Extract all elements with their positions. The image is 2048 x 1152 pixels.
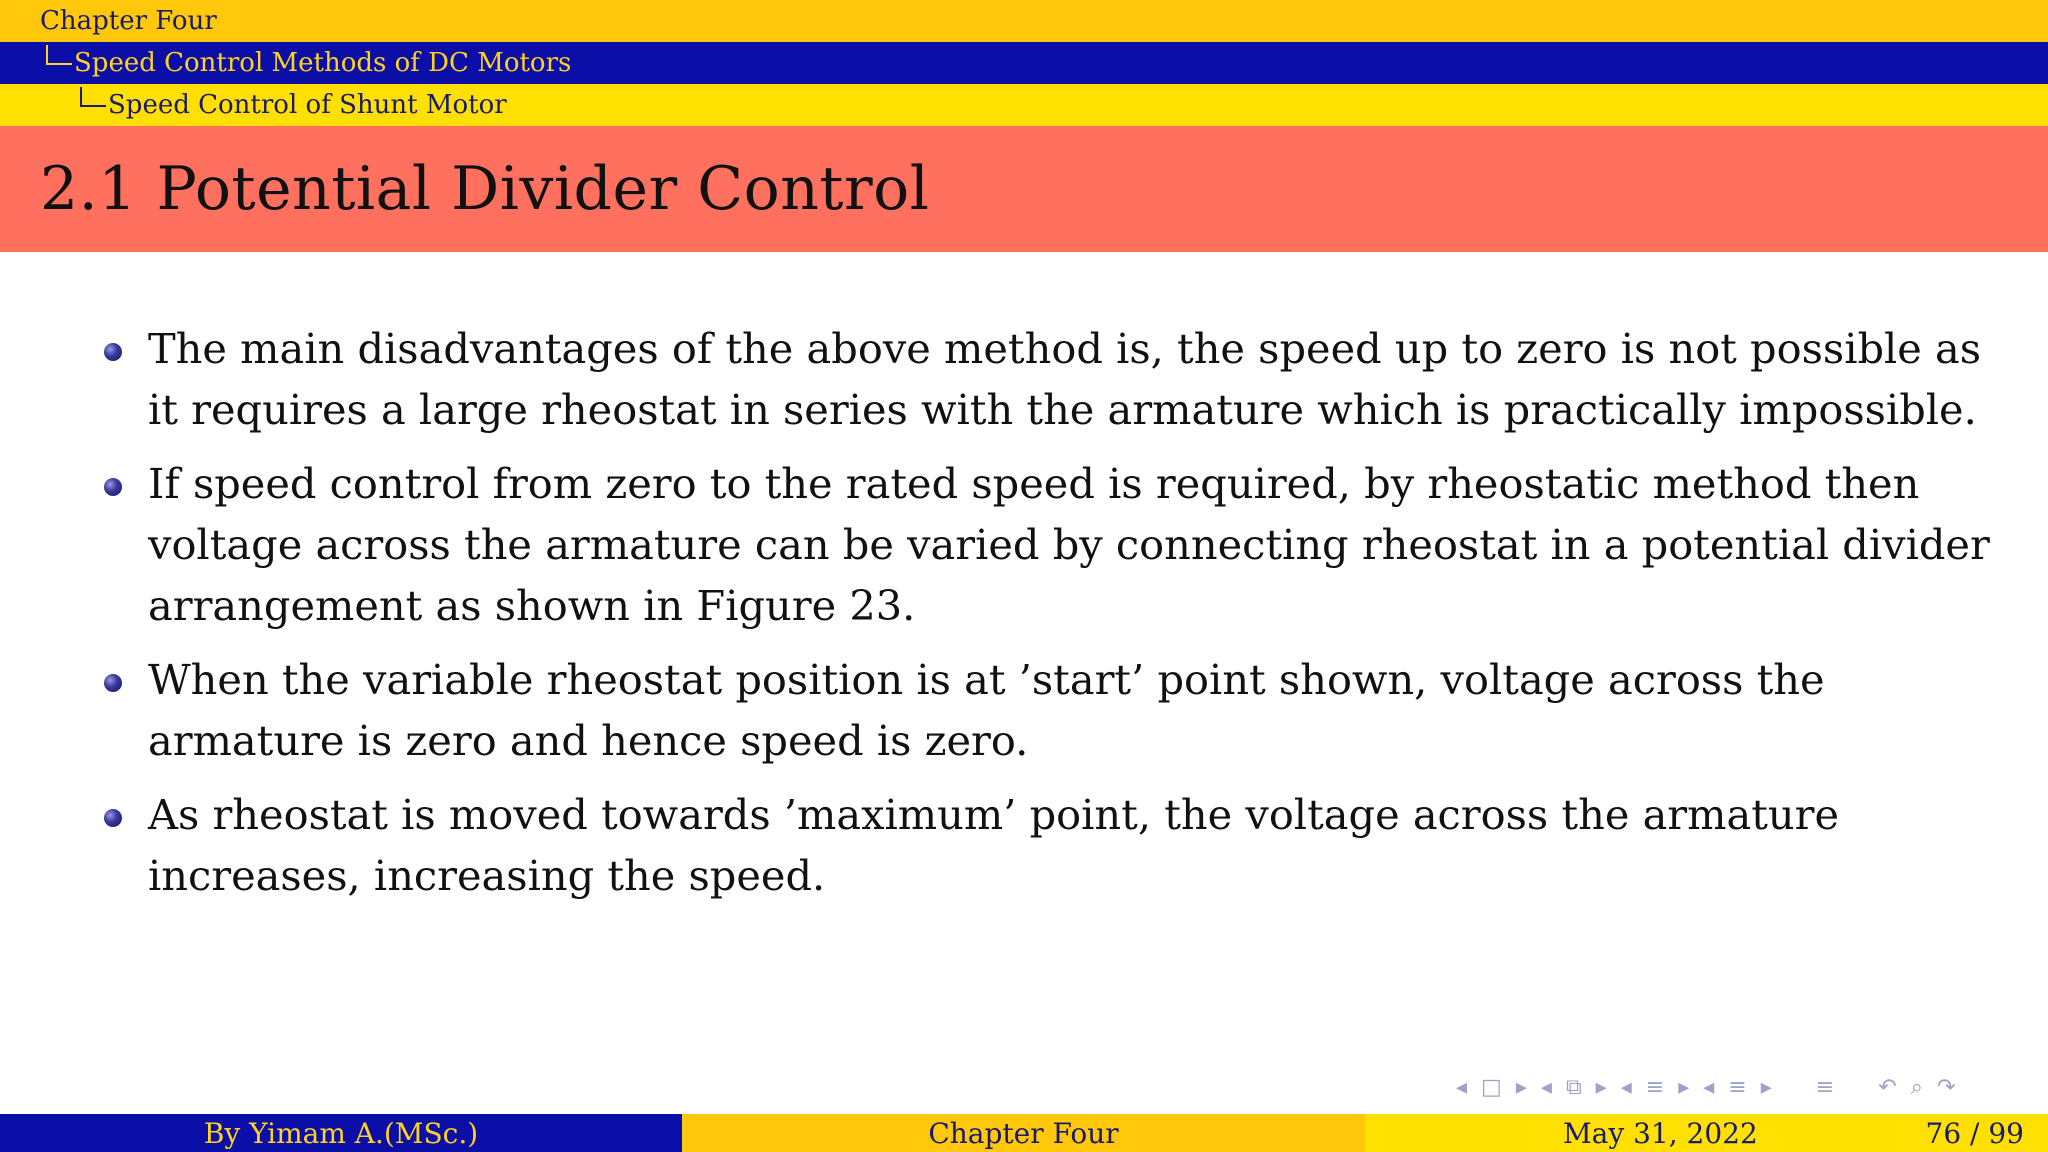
header-chapter-label: Chapter Four: [40, 6, 217, 36]
bullet-icon: [104, 674, 122, 692]
list-item-text: As rheostat is moved towards ’maximum’ point, the voltage across the armature increases, increasing the speed.: [148, 790, 1840, 900]
nav-align-icon[interactable]: ≡: [1815, 1075, 1835, 1100]
tree-connector-icon: [46, 45, 72, 65]
nav-prev-subsection-icon[interactable]: ◂: [1540, 1075, 1552, 1100]
list-item: [100, 318, 2000, 440]
bullet-icon: [104, 343, 122, 361]
tree-connector-icon: [80, 87, 106, 107]
list-item-text: If speed control from zero to the rated speed is required, by rheostatic method then voltage across the armature can be varied by connecting rheostat in a potential divider arrangement as shown in Figure 23.: [148, 459, 1990, 630]
nav-back-icon[interactable]: ↶: [1878, 1075, 1897, 1100]
nav-prev-section-icon[interactable]: ◂: [1703, 1075, 1715, 1100]
footer: [0, 1114, 2048, 1152]
bullet-list: [100, 318, 2000, 919]
nav-prev-frame-icon[interactable]: ◂: [1456, 1075, 1468, 1100]
header-section[interactable]: [0, 42, 2048, 84]
nav-forward-icon[interactable]: ↷: [1936, 1075, 1956, 1100]
beamer-navigation: [1456, 1075, 1955, 1100]
footer-page-number: 76 / 99: [1925, 1116, 2024, 1150]
list-item-text: When the variable rheostat position is at ’start’ point shown, voltage across the armature is zero and hence speed is zero.: [148, 655, 1825, 765]
list-item: [100, 784, 2000, 906]
nav-frame-icon[interactable]: □: [1481, 1075, 1502, 1100]
header-section-label: Speed Control Methods of DC Motors: [74, 48, 572, 78]
nav-section-icon[interactable]: ≡: [1728, 1075, 1747, 1100]
nav-next-subsection-icon[interactable]: ▸: [1595, 1075, 1607, 1100]
footer-author-text: By Yimam A.(MSc.): [203, 1116, 479, 1150]
header-subsection-label: Speed Control of Shunt Motor: [108, 90, 507, 120]
nav-subsection-icon[interactable]: ⧉: [1565, 1075, 1582, 1100]
nav-next-section-icon[interactable]: ▸: [1678, 1075, 1690, 1100]
nav-prev-section-icon[interactable]: ◂: [1620, 1075, 1632, 1100]
footer-author: [0, 1114, 682, 1152]
nav-next-frame-icon[interactable]: ▸: [1515, 1075, 1527, 1100]
nav-section-icon[interactable]: ≡: [1645, 1075, 1665, 1100]
header-subsection[interactable]: [0, 84, 2048, 126]
list-item: [100, 453, 2000, 636]
bullet-icon: [104, 478, 122, 496]
footer-info: [1365, 1114, 2048, 1152]
footer-chapter-text: Chapter Four: [928, 1116, 1119, 1150]
list-item-text: The main disadvantages of the above method is, the speed up to zero is not possible as it requires a large rheostat in series with the armature which is practically impossible.: [148, 324, 1982, 434]
slide-title-bar: [0, 126, 2048, 252]
slide-title: 2.1 Potential Divider Control: [40, 154, 930, 224]
list-item: [100, 649, 2000, 771]
bullet-icon: [104, 809, 122, 827]
nav-search-icon[interactable]: ⌕: [1910, 1075, 1923, 1100]
footer-date: May 31, 2022: [1563, 1116, 1758, 1150]
footer-chapter: [682, 1114, 1365, 1152]
nav-next-section-icon[interactable]: ▸: [1760, 1075, 1772, 1100]
header-chapter[interactable]: [0, 0, 2048, 42]
